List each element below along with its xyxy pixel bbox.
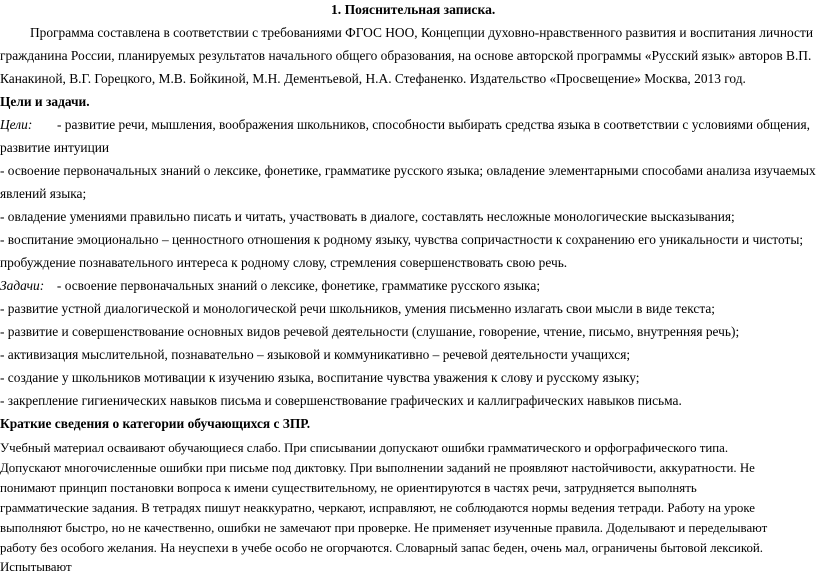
tasks-label: Задачи: bbox=[0, 278, 45, 293]
zpr-line: работу без особого желания. На неуспехи в учебе особо не огорчаются. Словарный запас беден, очень мал, ограничены бытовой лексикой. bbox=[0, 541, 764, 555]
zpr-line: Учебный материал осваивают обучающиеся слабо. При списывании допускают ошибки грамматического и орфографического типа. bbox=[0, 441, 729, 455]
zpr-line: Допускают многочисленные ошибки при письме под диктовку. При выполнении заданий не проявляют настойчивости, аккуратности. Не bbox=[0, 461, 755, 475]
goals-heading: Цели и задачи. bbox=[0, 94, 90, 109]
goals-line: пробуждение познавательного интереса к родному слову, стремления совершенствовать свою речь. bbox=[0, 255, 568, 270]
tasks-first-line bbox=[0, 278, 540, 294]
tasks-line: - развитие устной диалогической и монологической речи школьников, умения письменно излагать свои мысли в виде текста; bbox=[0, 301, 715, 316]
goals-line: - овладение умениями правильно писать и читать, участвовать в диалоге, составлять несложные монологические высказывания; bbox=[0, 209, 735, 224]
goals-label: Цели: bbox=[0, 117, 33, 132]
intro-line: Программа составлена в соответствии с требованиями ФГОС НОО, Концепции духовно-нравственного развития и воспитания личности bbox=[30, 25, 814, 40]
document-title: 1. Пояснительная записка. bbox=[331, 2, 496, 17]
goals-line: явлений языка; bbox=[0, 186, 87, 201]
tasks-line: - закрепление гигиенических навыков письма и совершенствование графических и каллиграфических навыков письма. bbox=[0, 393, 682, 408]
intro-line: гражданина России, планируемых результатов начального общего образования, на основе авторской программы «Русский язык» авторов В.П. bbox=[0, 48, 812, 63]
tasks-line: - активизация мыслительной, познавательно – языковой и коммуникативно – речевой деятельности учащихся; bbox=[0, 347, 631, 362]
intro-line: Канакиной, В.Г. Горецкого, М.В. Бойкиной, М.Н. Дементьевой, Н.А. Стефаненко. Издательство «Просвещение» Москва, 2013 год. bbox=[0, 71, 746, 86]
tasks-line: - создание у школьников мотивации к изучению языка, воспитание чувства уважения к слову и русскому языку; bbox=[0, 370, 640, 385]
goals-first-text: - развитие речи, мышления, воображения школьников, способности выбирать средства языка в соответствии с условиями общения, bbox=[57, 117, 810, 132]
zpr-line: грамматические задания. В тетрадях пишут неаккуратно, черкают, исправляют, не соблюдаются нормы ведения тетради. Работу на уроке bbox=[0, 501, 756, 515]
goals-line: развитие интуиции bbox=[0, 140, 110, 155]
goals-line: - воспитание эмоционально – ценностного отношения к родному языку, чувства сопричастности к сохранению его уникальности и чистоты; bbox=[0, 232, 804, 247]
tasks-first-text: - освоение первоначальных знаний о лексике, фонетике, грамматике русского языка; bbox=[56, 278, 541, 293]
zpr-line: понимают принцип постановки вопроса к имени существительному, не ориентируются в частях речи, затрудняется выполнять bbox=[0, 481, 697, 495]
zpr-line: выполняют быстро, но не качественно, ошибки не замечают при проверке. Не применяет изученные правила. Доделывают и переделывают bbox=[0, 521, 768, 535]
goals-first-line bbox=[0, 117, 810, 133]
tasks-line: - развитие и совершенствование основных видов речевой деятельности (слушание, говорение, чтение, письмо, внутренняя речь); bbox=[0, 324, 740, 339]
zpr-line: Испытывают bbox=[0, 560, 72, 574]
zpr-heading: Краткие сведения о категории обучающихся с ЗПР. bbox=[0, 416, 311, 431]
goals-line: - освоение первоначальных знаний о лексике, фонетике, грамматике русского языка; овладение элементарными способами анализа изучаемых bbox=[0, 163, 816, 178]
